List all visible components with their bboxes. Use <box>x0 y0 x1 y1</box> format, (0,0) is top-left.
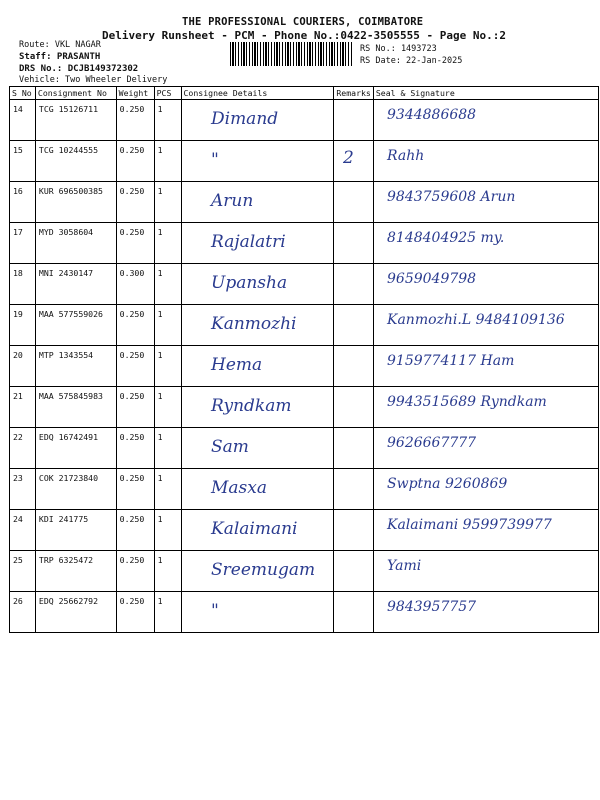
seal-signature-handwriting: 9843759608 Arun <box>387 189 516 205</box>
company-title: THE PROFESSIONAL COURIERS, COIMBATORE <box>182 16 424 28</box>
consignee-handwriting: " <box>211 150 219 170</box>
cell-remarks <box>334 428 374 469</box>
cell-pcs: 1 <box>154 305 181 346</box>
table-row <box>10 428 599 469</box>
cell-pcs: 1 <box>154 264 181 305</box>
seal-signature-handwriting: Rahh <box>387 148 425 164</box>
consignee-handwriting: Kalaimani <box>211 519 298 539</box>
col-weight: Weight <box>116 87 154 100</box>
cell-remarks <box>334 346 374 387</box>
seal-signature-handwriting: 9659049798 <box>387 271 477 287</box>
table-row <box>10 264 599 305</box>
cell-remarks <box>334 182 374 223</box>
cell-consignment: MAA 577559026 <box>35 305 116 346</box>
cell-consignee <box>181 141 334 182</box>
table-row <box>10 223 599 264</box>
cell-pcs: 1 <box>154 510 181 551</box>
cell-weight: 0.250 <box>116 305 154 346</box>
cell-pcs: 1 <box>154 100 181 141</box>
cell-remarks <box>334 592 374 633</box>
consignee-handwriting: Kanmozhi <box>211 314 297 334</box>
cell-pcs: 1 <box>154 428 181 469</box>
cell-weight: 0.300 <box>116 264 154 305</box>
cell-consignment: TCG 10244555 <box>35 141 116 182</box>
cell-weight: 0.250 <box>116 346 154 387</box>
consignee-handwriting: Hema <box>211 355 263 375</box>
cell-consignment: TRP 6325472 <box>35 551 116 592</box>
runsheet-subtitle: Delivery Runsheet - PCM - Phone No.:0422-3505555 - Page No.:2 <box>102 29 506 42</box>
cell-sno: 21 <box>10 387 36 428</box>
route: Route: VKL NAGAR <box>19 40 101 50</box>
cell-sno: 19 <box>10 305 36 346</box>
seal-signature-handwriting: 9344886688 <box>387 107 477 123</box>
consignee-handwriting: Sam <box>211 437 249 457</box>
vehicle: Vehicle: Two Wheeler Delivery <box>19 75 168 85</box>
cell-pcs: 1 <box>154 346 181 387</box>
consignee-handwriting: Arun <box>211 191 254 211</box>
cell-sno: 14 <box>10 100 36 141</box>
cell-consignment: MAA 575845983 <box>35 387 116 428</box>
barcode <box>230 42 352 66</box>
cell-remarks <box>334 469 374 510</box>
col-remarks: Remarks <box>334 87 374 100</box>
cell-pcs: 1 <box>154 223 181 264</box>
seal-signature-handwriting: 9843957757 <box>387 599 477 615</box>
table-row <box>10 469 599 510</box>
cell-remarks <box>334 510 374 551</box>
seal-signature-handwriting: Yami <box>387 558 422 574</box>
cell-pcs: 1 <box>154 551 181 592</box>
col-pcs: PCS <box>154 87 181 100</box>
cell-consignment: EDQ 25662792 <box>35 592 116 633</box>
cell-consignee <box>181 592 334 633</box>
cell-weight: 0.250 <box>116 387 154 428</box>
cell-weight: 0.250 <box>116 141 154 182</box>
cell-consignee <box>181 428 334 469</box>
seal-signature-handwriting: 9943515689 Ryndkam <box>387 394 547 410</box>
cell-remarks <box>334 264 374 305</box>
consignee-handwriting: Rajalatri <box>211 232 286 252</box>
rs-number: RS No.: 1493723 <box>360 44 437 54</box>
cell-sno: 20 <box>10 346 36 387</box>
cell-remarks <box>334 100 374 141</box>
seal-signature-handwriting: Kalaimani 9599739977 <box>387 517 552 533</box>
cell-consignment: COK 21723840 <box>35 469 116 510</box>
cell-pcs: 1 <box>154 592 181 633</box>
cell-remarks <box>334 387 374 428</box>
consignee-handwriting: " <box>211 601 219 621</box>
table-row <box>10 100 599 141</box>
cell-weight: 0.250 <box>116 100 154 141</box>
cell-weight: 0.250 <box>116 510 154 551</box>
seal-signature-handwriting: Kanmozhi.L 9484109136 <box>387 312 565 328</box>
cell-sno: 16 <box>10 182 36 223</box>
cell-weight: 0.250 <box>116 182 154 223</box>
staff: Staff: PRASANTH <box>19 52 101 62</box>
seal-signature-handwriting: Swptna 9260869 <box>387 476 508 492</box>
col-sno: S No <box>10 87 36 100</box>
cell-consignment: TCG 15126711 <box>35 100 116 141</box>
drs-number: DRS No.: DCJB149372302 <box>19 64 139 74</box>
seal-signature-handwriting: 9159774117 Ham <box>387 353 515 369</box>
cell-consignment: EDQ 16742491 <box>35 428 116 469</box>
cell-remarks <box>334 223 374 264</box>
seal-signature-handwriting: 8148404925 my. <box>387 230 505 246</box>
consignee-handwriting: Upansha <box>211 273 288 293</box>
col-seal: Seal & Signature <box>373 87 598 100</box>
cell-weight: 0.250 <box>116 551 154 592</box>
consignee-handwriting: Ryndkam <box>211 396 292 416</box>
cell-pcs: 1 <box>154 469 181 510</box>
cell-sno: 24 <box>10 510 36 551</box>
col-consignment: Consignment No <box>35 87 116 100</box>
consignee-handwriting: Sreemugam <box>211 560 316 580</box>
cell-sno: 18 <box>10 264 36 305</box>
table-row <box>10 592 599 633</box>
cell-sno: 17 <box>10 223 36 264</box>
cell-consignment: MYD 3058604 <box>35 223 116 264</box>
col-consignee: Consignee Details <box>181 87 334 100</box>
consignee-handwriting: Masxa <box>211 478 267 498</box>
cell-weight: 0.250 <box>116 469 154 510</box>
cell-sno: 15 <box>10 141 36 182</box>
cell-pcs: 1 <box>154 387 181 428</box>
cell-weight: 0.250 <box>116 428 154 469</box>
cell-sno: 26 <box>10 592 36 633</box>
cell-consignment: KUR 696500385 <box>35 182 116 223</box>
cell-sno: 23 <box>10 469 36 510</box>
cell-pcs: 1 <box>154 182 181 223</box>
cell-pcs: 1 <box>154 141 181 182</box>
table-row <box>10 141 599 182</box>
cell-remarks <box>334 305 374 346</box>
cell-consignment: KDI 241775 <box>35 510 116 551</box>
cell-weight: 0.250 <box>116 592 154 633</box>
remarks-handwriting: 2 <box>343 148 354 168</box>
cell-consignee <box>181 182 334 223</box>
rs-date: RS Date: 22-Jan-2025 <box>360 56 463 66</box>
cell-remarks <box>334 551 374 592</box>
seal-signature-handwriting: 9626667777 <box>387 435 477 451</box>
cell-consignment: MTP 1343554 <box>35 346 116 387</box>
cell-weight: 0.250 <box>116 223 154 264</box>
cell-consignment: MNI 2430147 <box>35 264 116 305</box>
cell-sno: 25 <box>10 551 36 592</box>
consignee-handwriting: Dimand <box>211 109 279 129</box>
cell-sno: 22 <box>10 428 36 469</box>
